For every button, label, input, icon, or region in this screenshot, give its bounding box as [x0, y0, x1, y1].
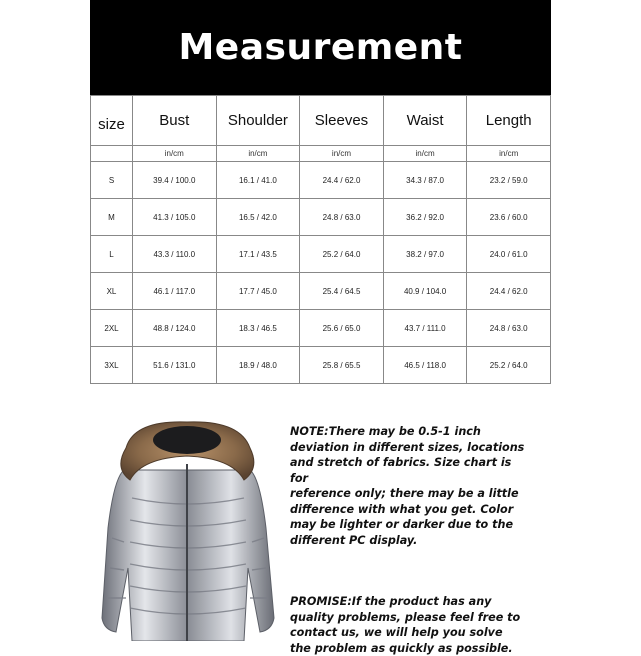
table-row-cell: 25.2 / 64.0	[300, 236, 384, 273]
table-unit-row-cell: in/cm	[383, 146, 467, 162]
promise-note	[290, 594, 530, 656]
table-row-cell: 17.1 / 43.5	[216, 236, 300, 273]
table-row	[91, 236, 551, 273]
note-line: may be lighter or darker due to the	[290, 517, 530, 533]
table-row-cell: 40.9 / 104.0	[383, 273, 467, 310]
table-unit-row-cell: in/cm	[133, 146, 217, 162]
table-header-row-cell: Waist	[383, 96, 467, 146]
size-chart-table	[90, 95, 551, 384]
table-row-cell: 18.9 / 48.0	[216, 347, 300, 384]
table-row-cell: 23.2 / 59.0	[467, 162, 551, 199]
table-header-row	[91, 96, 551, 146]
table-row-cell: 18.3 / 46.5	[216, 310, 300, 347]
table-unit-row-cell: in/cm	[467, 146, 551, 162]
table-row-cell: 38.2 / 97.0	[383, 236, 467, 273]
table-row-cell: 43.7 / 111.0	[383, 310, 467, 347]
table-row-cell: 24.8 / 63.0	[467, 310, 551, 347]
promise-line: quality problems, please feel free to	[290, 610, 530, 626]
size-note	[290, 424, 530, 548]
table-row	[91, 199, 551, 236]
jacket-body	[102, 464, 274, 641]
table-row-cell: 46.5 / 118.0	[383, 347, 467, 384]
table-row-cell: 24.4 / 62.0	[467, 273, 551, 310]
table-row-cell: 48.8 / 124.0	[133, 310, 217, 347]
table-row-cell: 25.4 / 64.5	[300, 273, 384, 310]
table-row-cell: M	[91, 199, 133, 236]
table-row	[91, 162, 551, 199]
table-row-cell: 24.0 / 61.0	[467, 236, 551, 273]
table-header-row-cell: Shoulder	[216, 96, 300, 146]
note-line: deviation in different sizes, locations	[290, 440, 530, 456]
table-row-cell: 25.8 / 65.5	[300, 347, 384, 384]
title-banner	[90, 0, 551, 95]
note-line: NOTE:There may be 0.5-1 inch	[290, 424, 530, 440]
table-unit-row-cell: in/cm	[300, 146, 384, 162]
table-row-cell: 25.6 / 65.0	[300, 310, 384, 347]
table-row-cell: 24.4 / 62.0	[300, 162, 384, 199]
note-line: different PC display.	[290, 533, 530, 549]
table-row-cell: 36.2 / 92.0	[383, 199, 467, 236]
table-row-cell: 46.1 / 117.0	[133, 273, 217, 310]
table-row-cell: 34.3 / 87.0	[383, 162, 467, 199]
table-header-row-cell: Bust	[133, 96, 217, 146]
table-row-cell: 25.2 / 64.0	[467, 347, 551, 384]
table-row-cell: 2XL	[91, 310, 133, 347]
table-row-cell: 39.4 / 100.0	[133, 162, 217, 199]
table-row-cell: 43.3 / 110.0	[133, 236, 217, 273]
table-row-cell: 51.6 / 131.0	[133, 347, 217, 384]
table-unit-row-cell	[91, 146, 133, 162]
table-row-cell: S	[91, 162, 133, 199]
table-row-cell: 41.3 / 105.0	[133, 199, 217, 236]
table-unit-row	[91, 146, 551, 162]
table-row-cell: 24.8 / 63.0	[300, 199, 384, 236]
promise-line: contact us, we will help you solve	[290, 625, 530, 641]
table-row-cell: 23.6 / 60.0	[467, 199, 551, 236]
table-row	[91, 273, 551, 310]
table-row-cell: 16.1 / 41.0	[216, 162, 300, 199]
table-header-row-cell: size	[91, 96, 133, 146]
note-line: and stretch of fabrics. Size chart is for	[290, 455, 530, 486]
table-header-row-cell: Length	[467, 96, 551, 146]
table-row-cell: 3XL	[91, 347, 133, 384]
promise-line: PROMISE:If the product has any	[290, 594, 530, 610]
table-row	[91, 347, 551, 384]
note-line: difference with what you get. Color	[290, 502, 530, 518]
table-row-cell: L	[91, 236, 133, 273]
note-line: reference only; there may be a little	[290, 486, 530, 502]
table-unit-row-cell: in/cm	[216, 146, 300, 162]
notes-panel	[290, 424, 530, 656]
table-row	[91, 310, 551, 347]
table-header-row-cell: Sleeves	[300, 96, 384, 146]
page-title: Measurement	[178, 27, 462, 68]
jacket-image	[94, 418, 280, 641]
table-row-cell: 17.7 / 45.0	[216, 273, 300, 310]
table-row-cell: 16.5 / 42.0	[216, 199, 300, 236]
promise-line: the problem as quickly as possible.	[290, 641, 530, 656]
table-row-cell: XL	[91, 273, 133, 310]
